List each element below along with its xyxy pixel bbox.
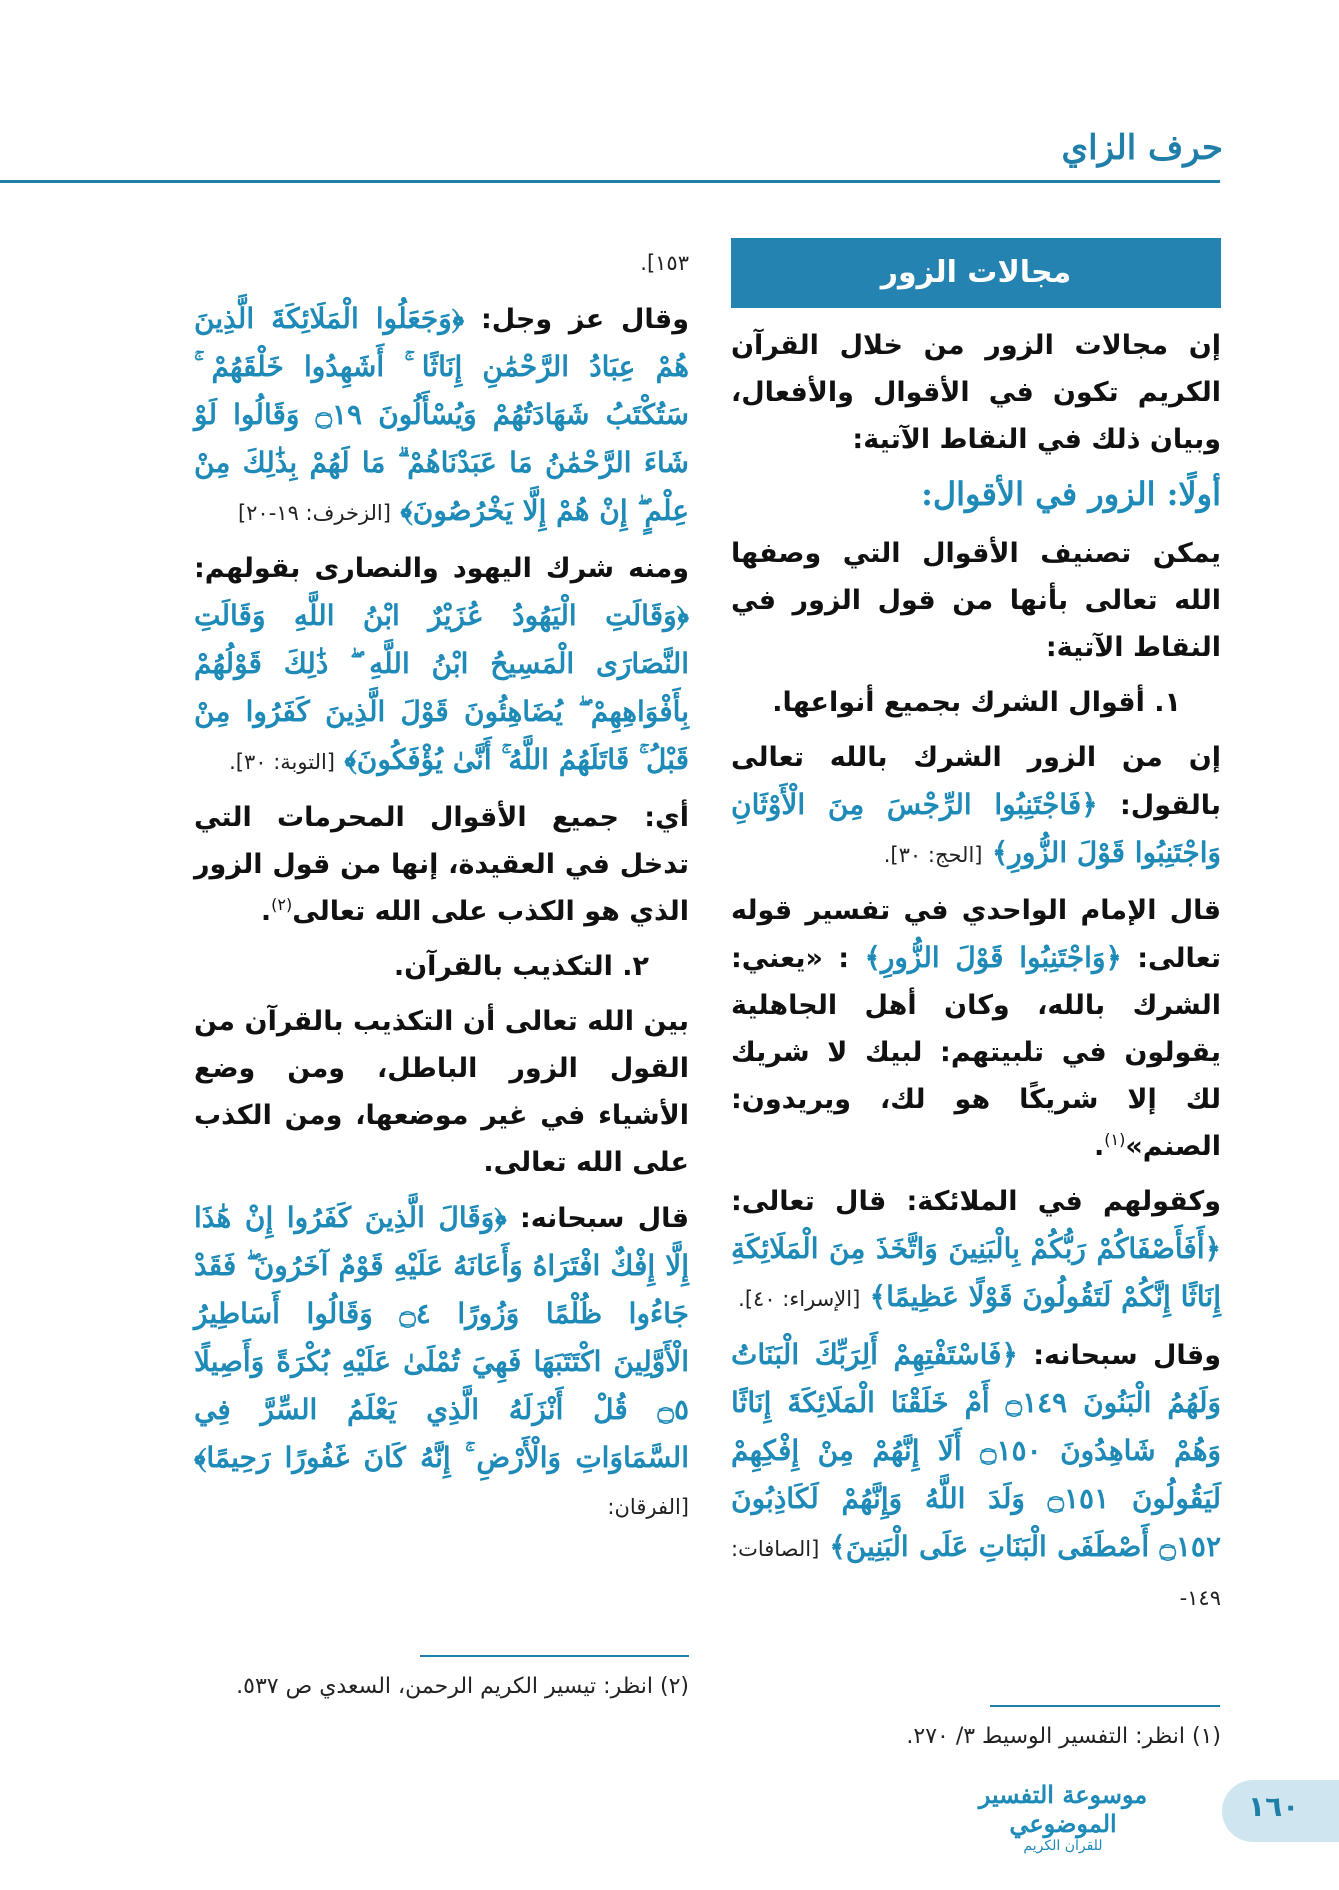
footnote-mark-2[interactable]: (٢) [271, 895, 293, 914]
wahidi-paragraph: قال الإمام الواحدي في تفسير قوله تعالى: ﴿وَاجْتَنِبُوا قَوْلَ الزُّورِ﴾ : «يعني: الشرك بالله، وكان أهل الجاهلية يقولون في تلبيتهم: لبيك لا شريك لك إلا شريكًا هو لك، ويريدون: الصنم»$^{(١)}$. [731, 895, 1222, 1162]
page-number: ١٦٠ [1248, 1790, 1300, 1823]
footnote-mark-1[interactable]: (١) [1104, 1130, 1126, 1149]
logo-title: موسوعة التفسير الموضوعي [978, 1780, 1148, 1838]
saffat-paragraph [731, 1331, 1221, 1622]
saffat-ref-end [194, 238, 689, 287]
logo-subtitle: للقرآن الكريم [1023, 1838, 1103, 1854]
classify-paragraph: يمكن تصنيف الأقوال التي وصفها الله تعالى بأنها من قول الزور في النقاط الآتية: [731, 538, 1221, 663]
footnote-2: (٢) انظر: تيسير الكريم الرحمن، السعدي ص ٥٣٧. [236, 1674, 689, 1699]
footnote-rule-left [420, 1655, 689, 1657]
footnote-rule-right [990, 1705, 1220, 1707]
yahud-paragraph [194, 545, 689, 786]
verse-wahidi: ﴿وَاجْتَنِبُوا قَوْلَ الزُّورِ﴾ [864, 941, 1122, 974]
verse-furqan: ﴿وَقَالَ الَّذِينَ كَفَرُوا إِنْ هَٰذَا إِلَّا إِفْكٌ افْتَرَاهُ وَأَعَانَهُ عَلَيْهِ قَوْمٌ آخَرُونَ ۖ فَقَدْ جَاءُوا ظُلْمًا وَزُورًا ۝٤ وَقَالُوا أَسَاطِيرُ الْأَوَّلِينَ اكْتَتَبَهَا فَهِيَ تُمْلَىٰ عَلَيْهِ بُكْرَةً وَأَصِيلًا ۝٥ قُلْ أَنْزَلَهُ الَّذِي يَعْلَمُ السِّرَّ فِي السَّمَاوَاتِ وَالْأَرْضِ ۚ إِنَّهُ كَانَ غَفُورًا رَحِيمًا﴾ [194, 1201, 689, 1474]
aqwal-text: أي: جميع الأقوال المحرمات التي تدخل في العقيدة، إنها من قول الزور الذي هو الكذب على الله تعالى [194, 802, 689, 927]
left-column [194, 238, 689, 1539]
subheading-words: أولًا: الزور في الأقوال: [921, 475, 1221, 513]
chapter-title: حرف الزاي [1061, 128, 1223, 168]
header-rule [0, 180, 1220, 183]
aqwal-paragraph: أي: جميع الأقوال المحرمات التي تدخل في العقيدة، إنها من قول الزور الذي هو الكذب على الله تعالى$^{(٢)}$. [194, 802, 689, 927]
shirk-text: إن من الزور الشرك بالله تعالى بالقول: [731, 742, 1221, 821]
verse-zukhruf: ﴿وَجَعَلُوا الْمَلَائِكَةَ الَّذِينَ هُمْ عِبَادُ الرَّحْمَٰنِ إِنَاثًا ۚ أَشَهِدُوا خَلْقَهُمْ ۚ سَتُكْتَبُ شَهَادَتُهُمْ وَيُسْأَلُونَ ۝١٩ وَقَالُوا لَوْ شَاءَ الرَّحْمَٰنُ مَا عَبَدْنَاهُمْ ۗ مَا لَهُمْ بِذَٰلِكَ مِنْ عِلْمٍ ۖ إِنْ هُمْ إِلَّا يَخْرُصُونَ﴾ [194, 302, 689, 527]
saffat-text: وقال سبحانه: [1033, 1340, 1221, 1371]
malaika-paragraph [731, 1178, 1221, 1323]
footnote-1: (١) انظر: التفسير الوسيط ٣/ ٢٧٠. [906, 1724, 1221, 1749]
intro-paragraph: إن مجالات الزور من خلال القرآن الكريم تكون في الأقوال والأفعال، وبيان ذلك في النقاط الآتية: [731, 330, 1221, 455]
ref-hajj: [الحج: ٣٠]. [883, 843, 983, 867]
malaika-text: وكقولهم في الملائكة: قال تعالى: [731, 1186, 1221, 1217]
right-column [731, 238, 1221, 1630]
ref-saffat: [الصافات: ١٤٩- [731, 1537, 1221, 1610]
shirk-paragraph [731, 734, 1221, 879]
takdhib-paragraph: بين الله تعالى أن التكذيب بالقرآن من القول الزور الباطل، ومن وضع الأشياء في غير موضعها، ومن الكذب على الله تعالى. [194, 1006, 689, 1178]
list-item-1: ١. أقوال الشرك بجميع أنواعها. [772, 687, 1181, 718]
ref-saffat-end: ١٥٣]. [640, 251, 689, 275]
verse-tawba: ﴿وَقَالَتِ الْيَهُودُ عُزَيْرٌ ابْنُ اللَّهِ وَقَالَتِ النَّصَارَى الْمَسِيحُ ابْنُ اللَّهِ ۖ ذَٰلِكَ قَوْلُهُمْ بِأَفْوَاهِهِمْ ۖ يُضَاهِئُونَ قَوْلَ الَّذِينَ كَفَرُوا مِنْ قَبْلُ ۚ قَاتَلَهُمُ اللَّهُ ۚ أَنَّىٰ يُؤْفَكُونَ﴾ [194, 599, 689, 776]
verse-saffat: ﴿فَاسْتَفْتِهِمْ أَلِرَبِّكَ الْبَنَاتُ وَلَهُمُ الْبَنُونَ ۝١٤٩ أَمْ خَلَقْنَا الْمَلَائِكَةَ إِنَاثًا وَهُمْ شَاهِدُونَ ۝١٥٠ أَلَا إِنَّهُمْ مِنْ إِفْكِهِمْ لَيَقُولُونَ ۝١٥١ وَلَدَ اللَّهُ وَإِنَّهُمْ لَكَاذِبُونَ ۝١٥٢ أَصْطَفَى الْبَنَاتِ عَلَى الْبَنِينَ﴾ [731, 1338, 1221, 1563]
ref-zukhruf: [الزخرف: ١٩-٢٠] [237, 501, 391, 525]
wahidi-text-b: : «يعني: الشرك بالله، وكان أهل الجاهلية يقولون في تلبيتهم: لبيك لا شريك لك إلا شريكًا هو لك، ويريدون: الصنم» [731, 943, 1221, 1162]
verse-isra: ﴿أَفَأَصْفَاكُمْ رَبُّكُمْ بِالْبَنِينَ وَاتَّخَذَ مِنَ الْمَلَائِكَةِ إِنَاثًا إِنَّكُمْ لَتَقُولُونَ قَوْلًا عَظِيمًا﴾ [731, 1232, 1221, 1313]
zukhruf-paragraph [194, 295, 689, 537]
wahidi-text-a: قال الإمام الواحدي في تفسير قوله تعالى: [731, 895, 1222, 974]
verse-hajj: ﴿فَاجْتَنِبُوا الرِّجْسَ مِنَ الْأَوْثَانِ وَاجْتَنِبُوا قَوْلَ الزُّورِ﴾ [731, 788, 1221, 869]
ref-tawba: [التوبة: ٣٠]. [229, 750, 335, 774]
list-item-2: ٢. التكذيب بالقرآن. [393, 951, 649, 982]
ref-furqan: [الفرقان: [607, 1495, 689, 1519]
encyclopedia-logo [938, 1780, 1188, 1852]
furqan-paragraph [194, 1194, 689, 1531]
yahud-text: ومنه شرك اليهود والنصارى بقولهم: [194, 553, 689, 584]
section-title: مجالات الزور [731, 238, 1221, 308]
furqan-text: قال سبحانه: [519, 1203, 689, 1234]
ref-isra: [الإسراء: ٤٠]. [738, 1287, 861, 1311]
zukhruf-text: وقال عز وجل: [480, 304, 689, 335]
